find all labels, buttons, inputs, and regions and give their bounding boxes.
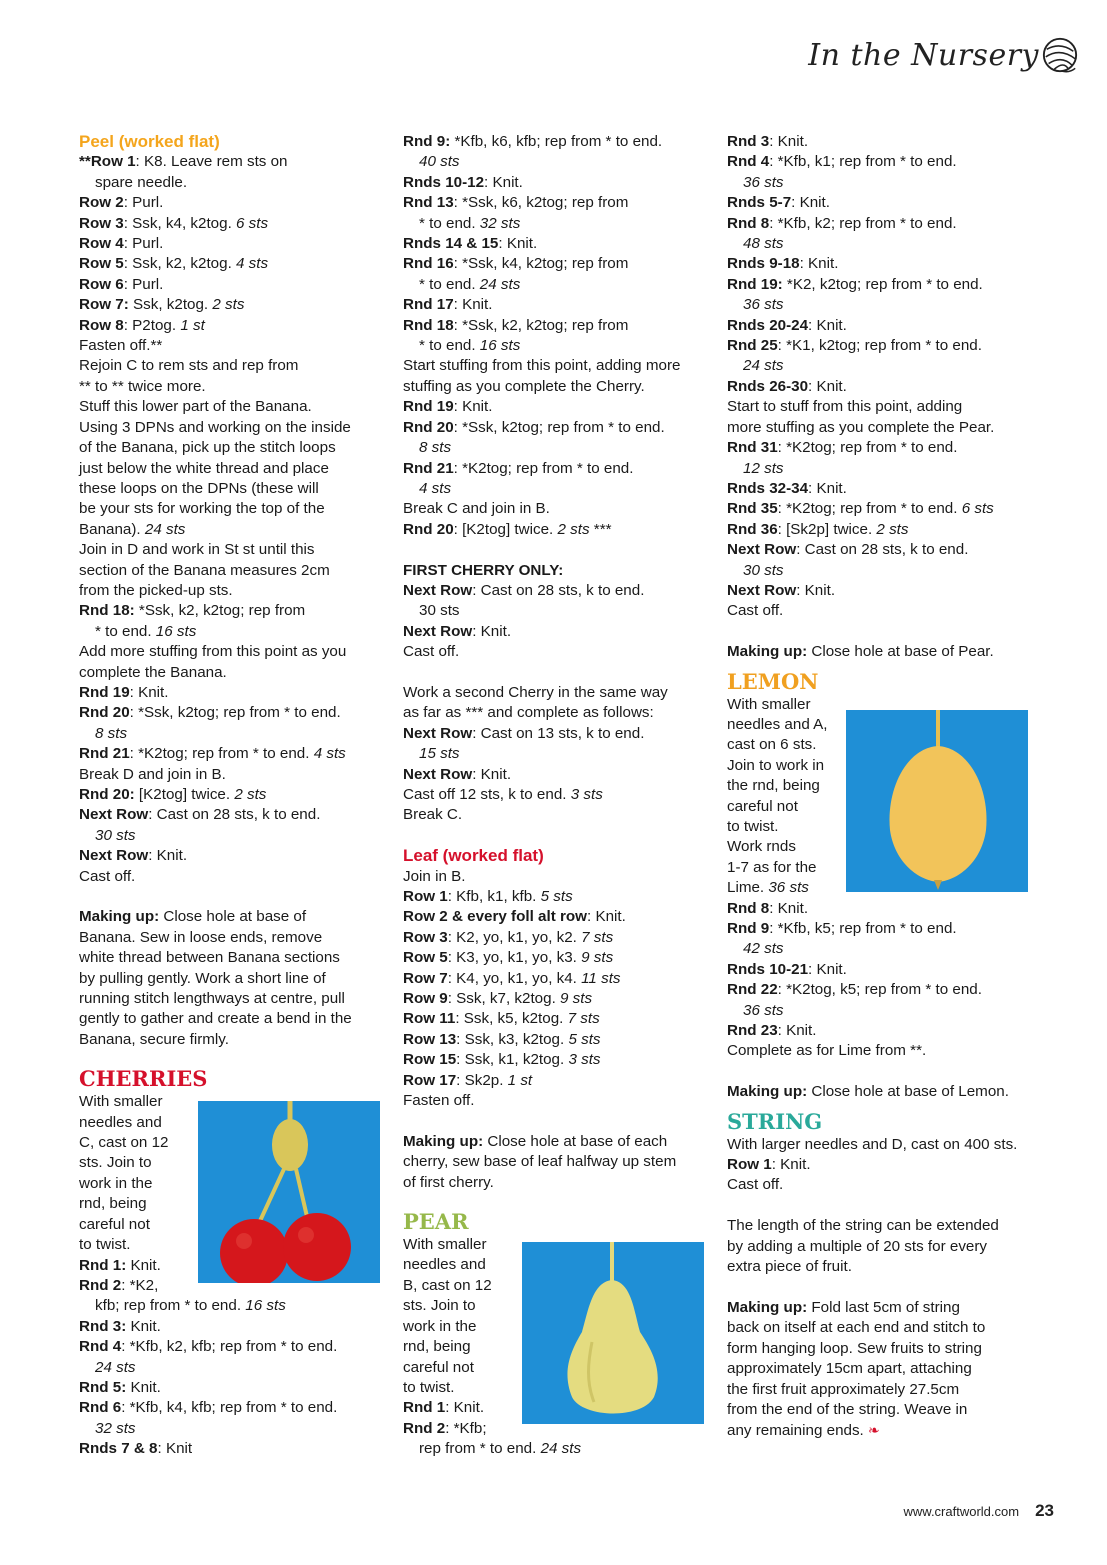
instruction-line: 32 sts	[95, 1419, 136, 1437]
instruction-line: Row 1: Kfb, k1, kfb. 5 sts	[403, 887, 573, 905]
instruction-line: Rnds 20-24: Knit.	[727, 316, 847, 334]
instruction-line: Rnd 13: *Ssk, k6, k2tog; rep from	[403, 194, 629, 212]
instruction-line: Row 7: Ssk, k2tog. 2 sts	[79, 296, 245, 314]
making-up-line: approximately 15cm apart, attaching	[727, 1360, 972, 1378]
instruction-line: 30 sts	[95, 826, 136, 844]
yarn-ball-icon	[1041, 36, 1079, 74]
instruction-line: Row 7: K4, yo, k1, yo, k4. 11 sts	[403, 969, 621, 987]
page-footer	[904, 1501, 1055, 1521]
making-up-line: Making up: Close hole at base of Lemon.	[727, 1083, 1009, 1101]
page-number: 23	[1035, 1501, 1054, 1520]
instruction-line: Rnds 10-12: Knit.	[403, 173, 523, 191]
instruction-line: 36 sts	[743, 173, 784, 191]
first-cherry-label: FIRST CHERRY ONLY:	[403, 561, 564, 579]
instruction-line: Rnd 1: Knit.	[403, 1399, 485, 1417]
making-up-line: any remaining ends. ❧	[727, 1422, 880, 1440]
instruction-line: Break C.	[403, 806, 463, 824]
instruction-line: Rnds 14 & 15: Knit.	[403, 235, 538, 253]
instruction-line: as far as *** and complete as follows:	[403, 704, 654, 722]
instruction-line: Rnd 9: *Kfb, k5; rep from * to end.	[727, 920, 957, 938]
instruction-line: stuffing as you complete the Cherry.	[403, 377, 645, 395]
instruction-line: Fasten off.**	[79, 337, 163, 355]
instruction-line: from the picked-up sts.	[79, 581, 233, 599]
instruction-line: Banana). 24 sts	[79, 520, 186, 538]
instruction-line: 24 sts	[95, 1358, 136, 1376]
instruction-line: to twist.	[403, 1378, 455, 1396]
instruction-line: Rnd 36: [Sk2p] twice. 2 sts	[727, 520, 909, 538]
instruction-line: B, cast on 12	[403, 1276, 492, 1294]
instruction-line: Rnd 2: *Kfb;	[403, 1419, 487, 1437]
instruction-line: Cast off 12 sts, k to end. 3 sts	[403, 785, 603, 803]
instruction-line: Rnd 19: *K2, k2tog; rep from * to end.	[727, 275, 983, 293]
instruction-line: Cast off.	[727, 602, 784, 620]
cherries-illustration	[198, 1101, 380, 1283]
instruction-line: by adding a multiple of 20 sts for every	[727, 1237, 988, 1255]
instruction-line: work in the	[403, 1317, 477, 1335]
instruction-line: Rnds 10-21: Knit.	[727, 960, 847, 978]
instruction-line: Rnd 8: *Kfb, k2; rep from * to end.	[727, 214, 957, 232]
making-up-line: Making up: Close hole at base of each	[403, 1132, 668, 1150]
instruction-line: more stuffing as you complete the Pear.	[727, 418, 995, 436]
instruction-line: careful not	[727, 797, 798, 815]
making-up-line: Making up: Close hole at base of	[79, 908, 307, 926]
instruction-line: C, cast on 12	[79, 1134, 169, 1152]
instruction-line: Lime. 36 sts	[727, 879, 809, 897]
instruction-line: to twist.	[727, 817, 779, 835]
instruction-line: Rnd 19: Knit.	[79, 683, 169, 701]
instruction-line: Rnd 20: [K2tog] twice. 2 sts	[79, 786, 267, 803]
instruction-line: Using 3 DPNs and working on the inside	[79, 418, 351, 436]
making-up-line: the first fruit approximately 27.5cm	[727, 1380, 960, 1398]
making-up-line: Banana. Sew in loose ends, remove	[79, 928, 323, 946]
instruction-line: Next Row: Cast on 13 sts, k to end.	[403, 724, 645, 742]
instruction-line: Row 11: Ssk, k5, k2tog. 7 sts	[403, 1010, 600, 1028]
instruction-line: Rnd 20: *Ssk, k2tog; rep from * to end.	[403, 418, 665, 436]
instruction-line: 8 sts	[419, 439, 452, 457]
instruction-line: Row 9: Ssk, k7, k2tog. 9 sts	[403, 990, 593, 1008]
instruction-line: be your sts for working the top of the	[79, 500, 325, 518]
instruction-line: complete the Banana.	[79, 663, 227, 681]
string-heading: STRING	[727, 1108, 823, 1134]
instruction-line: Cast off.	[403, 643, 460, 661]
instruction-line: work in the	[79, 1174, 153, 1192]
instruction-line: Rnds 9-18: Knit.	[727, 255, 839, 273]
instruction-line: Next Row: Knit.	[403, 622, 512, 640]
instruction-line: Rnd 21: *K2tog; rep from * to end.	[403, 459, 634, 477]
instruction-line: Next Row: Cast on 28 sts, k to end.	[79, 806, 321, 824]
instruction-line: Rnd 22: *K2tog, k5; rep from * to end.	[727, 981, 982, 999]
making-up-line: form hanging loop. Sew fruits to string	[727, 1339, 982, 1357]
instruction-line: Rnd 16: *Ssk, k4, k2tog; rep from	[403, 255, 629, 273]
instruction-line: 12 sts	[743, 459, 784, 477]
instruction-line: the rnd, being	[727, 777, 820, 795]
instruction-line: Rnd 6: *Kfb, k4, kfb; rep from * to end.	[79, 1399, 338, 1417]
instruction-line: Stuff this lower part of the Banana.	[79, 398, 312, 416]
making-up-line: running stitch lengthways at centre, pull	[79, 990, 345, 1008]
instruction-line: Rnds 26-30: Knit.	[727, 377, 847, 395]
instruction-line: Rnd 18: *Ssk, k2, k2tog; rep from	[403, 316, 629, 334]
instruction-line: Rnd 23: Knit.	[727, 1022, 817, 1040]
instruction-line: * to end. 16 sts	[95, 622, 197, 640]
making-up-line: white thread between Banana sections	[79, 949, 340, 967]
instruction-line: Row 8: P2tog. 1 st	[79, 316, 205, 334]
instruction-line: 36 sts	[743, 1001, 784, 1019]
instruction-line: sts. Join to	[79, 1154, 152, 1172]
instruction-line: Join to work in	[727, 756, 825, 774]
instruction-line: needles and	[79, 1113, 162, 1131]
instruction-line: Rnd 1: Knit.	[79, 1256, 161, 1274]
instruction-line: The length of the string can be extended	[727, 1217, 999, 1235]
instruction-line: 42 sts	[743, 940, 784, 958]
instruction-line: Cast off.	[79, 867, 136, 885]
instruction-line: Rnd 8: Knit.	[727, 899, 809, 917]
instruction-line: to twist.	[79, 1236, 131, 1254]
instruction-line: With smaller	[727, 695, 811, 713]
pear-photo	[522, 1242, 704, 1424]
instruction-line: Row 15: Ssk, k1, k2tog. 3 sts	[403, 1051, 601, 1069]
instruction-line: Start stuffing from this point, adding more	[403, 357, 681, 375]
instruction-line: Rnd 9: *Kfb, k6, kfb; rep from * to end.	[403, 133, 663, 150]
making-up-line: Making up: Fold last 5cm of string	[727, 1298, 960, 1316]
pear-heading: PEAR	[403, 1209, 469, 1235]
instruction-line: Rnd 17: Knit.	[403, 296, 493, 314]
instruction-line: 8 sts	[95, 724, 128, 742]
instruction-line: With smaller	[79, 1093, 163, 1111]
instruction-line: Fasten off.	[403, 1092, 475, 1110]
instruction-line: 40 sts	[419, 153, 460, 171]
instruction-line: Join in B.	[403, 867, 466, 885]
peel-heading: Peel (worked flat)	[79, 132, 220, 151]
instruction-line: needles and A,	[727, 715, 828, 733]
making-up-line: back on itself at each end and stitch to	[727, 1319, 986, 1337]
instruction-line: Cast off.	[727, 1176, 784, 1194]
making-up-line: of first cherry.	[403, 1173, 494, 1191]
cherries-photo	[198, 1101, 380, 1283]
instruction-line: 30 sts	[743, 561, 784, 579]
instruction-line: Next Row: Knit.	[79, 847, 188, 865]
instruction-line: 36 sts	[743, 296, 784, 314]
making-up-line: by pulling gently. Work a short line of	[79, 969, 326, 987]
instruction-line: Rnd 31: *K2tog; rep from * to end.	[727, 439, 958, 457]
instruction-line: Rnds 32-34: Knit.	[727, 479, 847, 497]
instruction-line: Row 4: Purl.	[79, 235, 164, 253]
instruction-line: kfb; rep from * to end. 16 sts	[95, 1297, 286, 1315]
instruction-line: cast on 6 sts.	[727, 736, 817, 754]
instruction-line: 1-7 as for the	[727, 858, 817, 876]
instruction-line: careful not	[403, 1358, 474, 1376]
page-header	[808, 36, 1079, 74]
instruction-line: Rnd 4: *Kfb, k2, kfb; rep from * to end.	[79, 1338, 338, 1356]
instruction-line: Rnd 4: *Kfb, k1; rep from * to end.	[727, 153, 957, 171]
instruction-line: Rnd 2: *K2,	[79, 1276, 159, 1294]
instruction-line: sts. Join to	[403, 1297, 476, 1315]
yarn-end-mark-icon: ❧	[868, 1422, 880, 1439]
instruction-line: needles and	[403, 1256, 486, 1274]
instruction-line: Rnd 25: *K1, k2tog; rep from * to end.	[727, 337, 982, 355]
instruction-line: Rnd 3: Knit.	[727, 133, 809, 150]
making-up-line: Making up: Close hole at base of Pear.	[727, 643, 994, 661]
instruction-line: Break D and join in B.	[79, 765, 226, 783]
instruction-line: ** to ** twice more.	[79, 377, 206, 395]
making-up-line: gently to gather and create a bend in the	[79, 1010, 352, 1028]
instruction-line: Next Row: Cast on 28 sts, k to end.	[403, 581, 645, 599]
instruction-line: Row 1: Knit.	[727, 1156, 811, 1174]
instruction-line: Row 13: Ssk, k3, k2tog. 5 sts	[403, 1030, 601, 1048]
instruction-line: Rnds 5-7: Knit.	[727, 194, 830, 212]
website-url: www.craftworld.com	[903, 1504, 1020, 1519]
instruction-line: 4 sts	[419, 479, 452, 497]
instruction-line: Rnd 21: *K2tog; rep from * to end. 4 sts	[79, 745, 346, 763]
instruction-line: * to end. 16 sts	[419, 337, 521, 355]
instruction-line: Row 17: Sk2p. 1 st	[403, 1071, 533, 1089]
instruction-line: Rnd 18: *Ssk, k2, k2tog; rep from	[79, 602, 306, 620]
instruction-line: Work rnds	[727, 838, 796, 856]
instruction-line: Break C and join in B.	[403, 500, 550, 518]
instruction-line: Rnd 20: *Ssk, k2tog; rep from * to end.	[79, 704, 341, 722]
instruction-line: Join in D and work in St st until this	[79, 541, 315, 559]
instruction-line: Rnd 3: Knit.	[79, 1317, 161, 1335]
instruction-line: Rejoin C to rem sts and rep from	[79, 357, 299, 375]
instruction-line: Rnd 5: Knit.	[79, 1378, 161, 1396]
section-title: In the Nursery	[808, 37, 1039, 73]
instruction-line: spare needle.	[95, 173, 188, 191]
instruction-line: Row 3: K2, yo, k1, yo, k2. 7 sts	[403, 928, 614, 946]
lemon-photo	[846, 710, 1028, 892]
lemon-heading: LEMON	[727, 668, 819, 694]
instruction-line: just below the white thread and place	[79, 459, 329, 477]
instruction-line: Complete as for Lime from **.	[727, 1042, 927, 1060]
leaf-heading: Leaf (worked flat)	[403, 846, 544, 866]
instruction-line: Rnd 35: *K2tog; rep from * to end. 6 sts	[727, 500, 994, 518]
instruction-line: Add more stuffing from this point as you	[79, 643, 347, 661]
instruction-line: Rnd 19: Knit.	[403, 398, 493, 416]
instruction-line: extra piece of fruit.	[727, 1258, 852, 1276]
cherries-heading: CHERRIES	[79, 1066, 208, 1092]
instruction-line: Rnd 20: [K2tog] twice. 2 sts ***	[403, 520, 612, 538]
instruction-line: Next Row: Cast on 28 sts, k to end.	[727, 541, 969, 559]
instruction-line: Row 5: Ssk, k2, k2tog. 4 sts	[79, 255, 269, 273]
making-up-line: cherry, sew base of leaf halfway up stem	[403, 1153, 677, 1171]
instruction-line: Row 6: Purl.	[79, 275, 164, 293]
making-up-line: Banana, secure firmly.	[79, 1030, 229, 1048]
instruction-line: these loops on the DPNs (these will	[79, 479, 319, 497]
instruction-line: 48 sts	[743, 235, 784, 253]
instruction-line: Work a second Cherry in the same way	[403, 683, 668, 701]
instruction-line: Next Row: Knit.	[403, 765, 512, 783]
instruction-line: 24 sts	[743, 357, 784, 375]
instruction-line: rnd, being	[79, 1195, 147, 1213]
instruction-line: **Row 1: K8. Leave rem sts on	[79, 153, 288, 171]
instruction-line: 15 sts	[419, 745, 460, 763]
lemon-illustration	[846, 710, 1028, 892]
instruction-line: Row 3: Ssk, k4, k2tog. 6 sts	[79, 214, 269, 232]
making-up-line: from the end of the string. Weave in	[727, 1400, 968, 1418]
instruction-line: With smaller	[403, 1236, 487, 1254]
instruction-line: Row 2: Purl.	[79, 194, 164, 212]
instruction-line: Rnds 7 & 8: Knit	[79, 1440, 193, 1458]
pear-illustration	[522, 1242, 704, 1424]
instruction-line: 30 sts	[419, 602, 460, 620]
instruction-line: Next Row: Knit.	[727, 581, 836, 599]
instruction-line: careful not	[79, 1215, 150, 1233]
instruction-line: rnd, being	[403, 1338, 471, 1356]
instruction-line: Row 5: K3, yo, k1, yo, k3. 9 sts	[403, 949, 614, 967]
instruction-line: Start to stuff from this point, adding	[727, 398, 963, 416]
instruction-line: * to end. 24 sts	[419, 275, 521, 293]
instruction-line: of the Banana, pick up the stitch loops	[79, 439, 336, 457]
instruction-line: section of the Banana measures 2cm	[79, 561, 330, 579]
instruction-line: * to end. 32 sts	[419, 214, 521, 232]
instruction-line: Row 2 & every foll alt row: Knit.	[403, 908, 626, 926]
instruction-line: With larger needles and D, cast on 400 sts.	[727, 1135, 1018, 1153]
instruction-line: rep from * to end. 24 sts	[419, 1440, 582, 1458]
